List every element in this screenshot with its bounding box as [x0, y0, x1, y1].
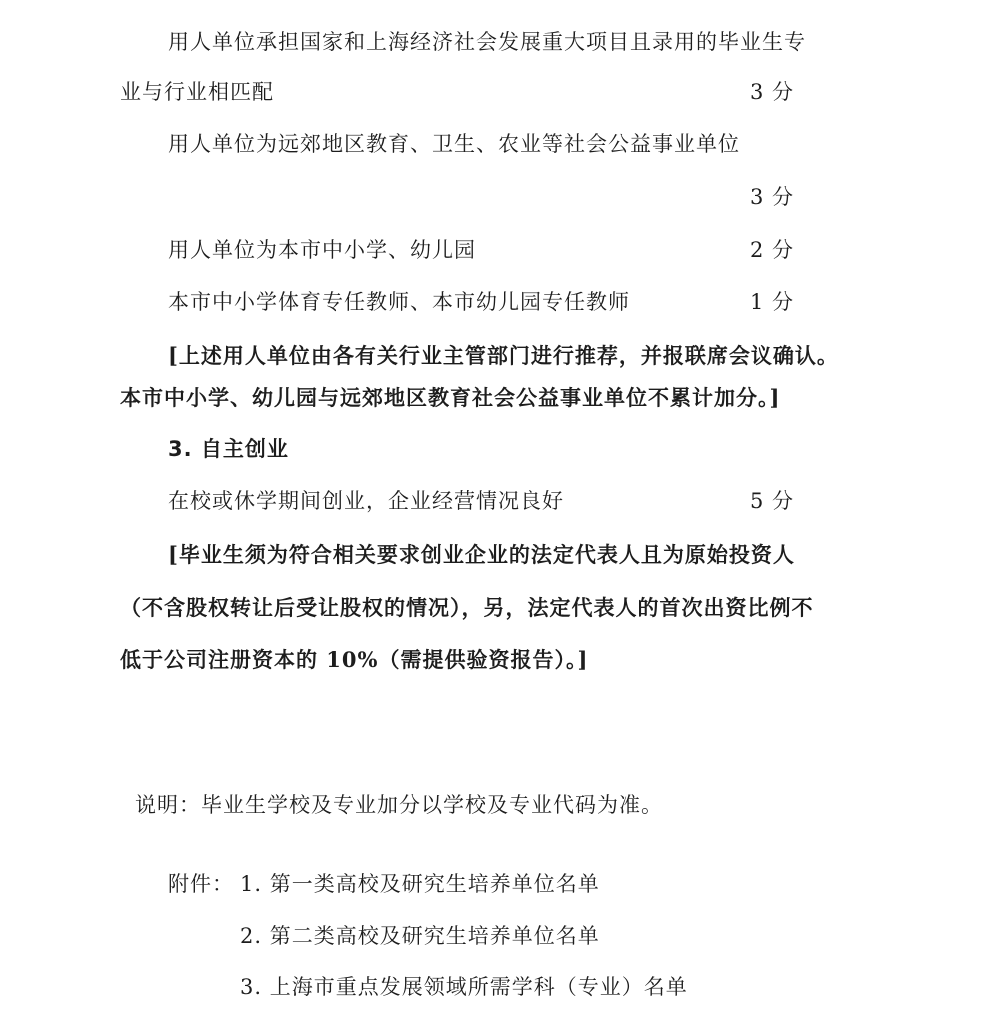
- item-score: 2 分: [750, 238, 795, 262]
- item-score: 3 分: [750, 80, 795, 104]
- item-score: 1 分: [750, 290, 795, 314]
- item-score: 3 分: [750, 185, 795, 209]
- note-line: 低于公司注册资本的 10%（需提供验资报告）。]: [120, 647, 589, 672]
- attachment-item: 1. 第一类高校及研究生培养单位名单: [240, 872, 600, 896]
- item-line: 本市中小学体育专任教师、本市幼儿园专任教师: [168, 290, 630, 314]
- note-line: （不含股权转让后受让股权的情况），另，法定代表人的首次出资比例不: [120, 595, 814, 620]
- item-line: 用人单位为本市中小学、幼儿园: [168, 238, 476, 262]
- attachment-item: 3. 上海市重点发展领域所需学科（专业）名单: [240, 975, 688, 999]
- item-line: 在校或休学期间创业，企业经营情况良好: [168, 489, 564, 513]
- note-line: [毕业生须为符合相关要求创业企业的法定代表人且为原始投资人: [168, 542, 795, 567]
- item-line: 用人单位承担国家和上海经济社会发展重大项目且录用的毕业生专: [168, 30, 806, 54]
- item-line: 用人单位为远郊地区教育、卫生、农业等社会公益事业单位: [168, 132, 740, 156]
- item-score: 5 分: [750, 489, 795, 513]
- attachments-label: 附件：: [168, 872, 234, 896]
- note-line: 本市中小学、幼儿园与远郊地区教育社会公益事业单位不累计加分。]: [120, 385, 781, 410]
- explanation-text: 说明：毕业生学校及专业加分以学校及专业代码为准。: [135, 793, 663, 817]
- attachment-item: 2. 第二类高校及研究生培养单位名单: [240, 924, 600, 948]
- item-line: 业与行业相匹配: [120, 80, 274, 104]
- note-line: [上述用人单位由各有关行业主管部门进行推荐，并报联席会议确认。: [168, 343, 839, 368]
- section-heading: 3. 自主创业: [168, 437, 289, 461]
